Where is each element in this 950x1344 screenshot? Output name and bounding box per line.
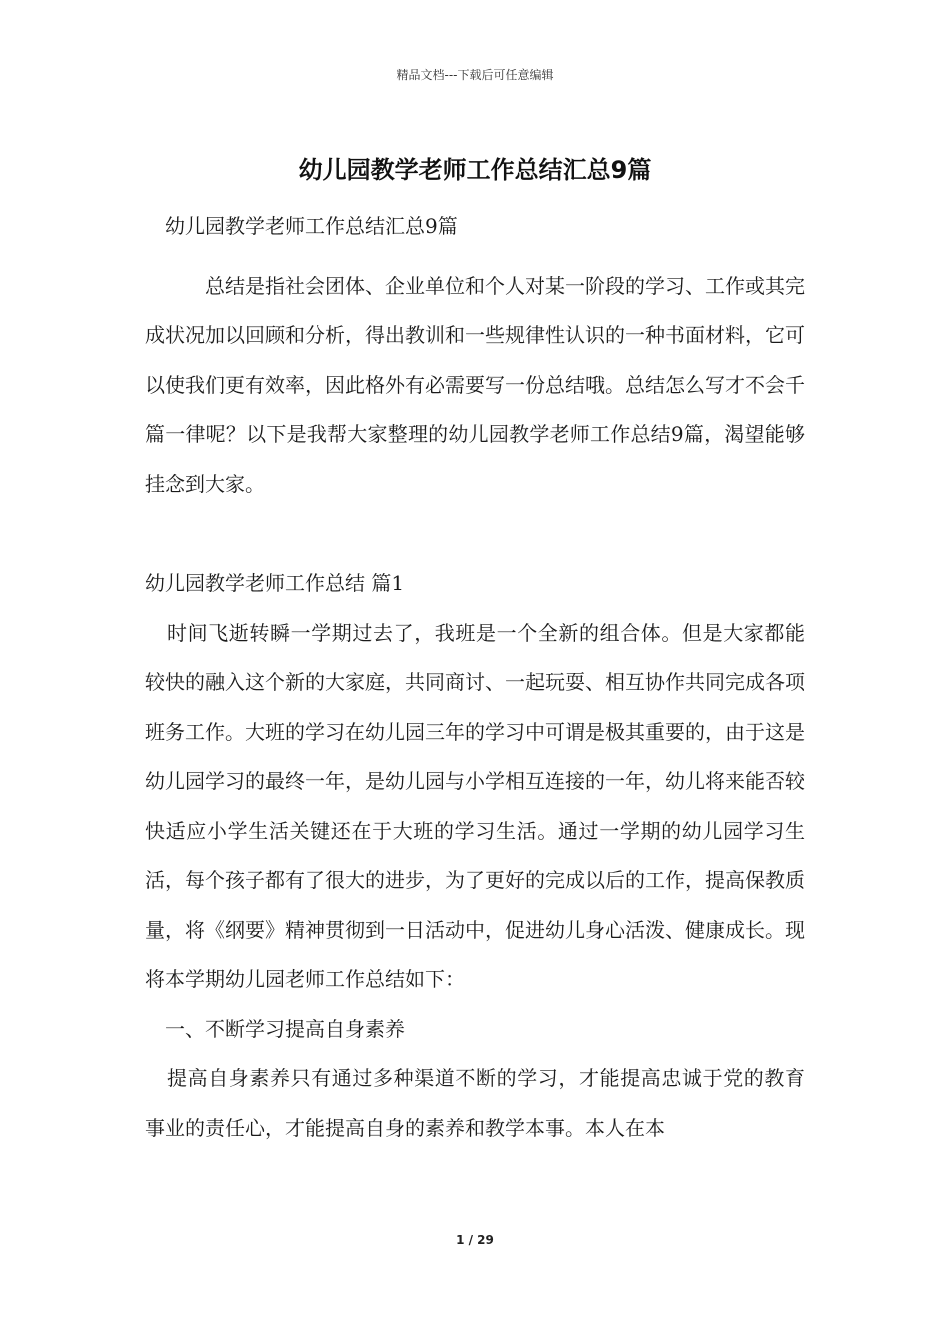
section-heading: 幼儿园教学老师工作总结 篇1 <box>145 571 405 595</box>
body-paragraph: 提高自身素养只有通过多种渠道不断的学习，才能提高忠诚于党的教育事业的责任心，才能提高自身的素养和教学本事。本人在本 <box>145 1066 805 1140</box>
body-paragraph: 时间飞逝转瞬一学期过去了，我班是一个全新的组合体。但是大家都能较快的融入这个新的大家庭，共同商讨、一起玩耍、相互协作共同完成各项班务工作。大班的学习在幼儿园三年的学习中可谓是极其重要的，由于这是幼儿园学习的最终一年，是幼儿园与小学相互连接的一年，幼儿将来能否较快适应小学生活关键还在于大班的学习生活。通过一学期的幼儿园学习生活，每个孩子都有了很大的进步，为了更好的完成以后的工作，提高保教质量，将《纲要》精神贯彻到一日活动中，促进幼儿身心活泼、健康成长。现将本学期幼儿园老师工作总结如下： <box>145 620 805 991</box>
subsection-heading: 一、不断学习提高自身素养 <box>165 1016 405 1041</box>
section-gap <box>145 509 805 559</box>
intro-paragraph: 总结是指社会团体、企业单位和个人对某一阶段的学习、工作或其完成状况加以回顾和分析，得出教训和一些规律性认识的一种书面材料，它可以使我们更有效率，因此格外有必需要写一份总结哦。总结怎么写才不会千篇一律呢？以下是我帮大家整理的幼儿园教学老师工作总结9篇，渴望能够挂念到大家。 <box>145 273 805 496</box>
page-number: 1 / 29 <box>456 1233 494 1247</box>
page-header: 精品文档---下载后可任意编辑 <box>396 68 554 82</box>
document-title: 幼儿园教学老师工作总结汇总9篇 <box>298 156 652 184</box>
document-body <box>145 202 805 1153</box>
document-subtitle: 幼儿园教学老师工作总结汇总9篇 <box>165 214 458 238</box>
